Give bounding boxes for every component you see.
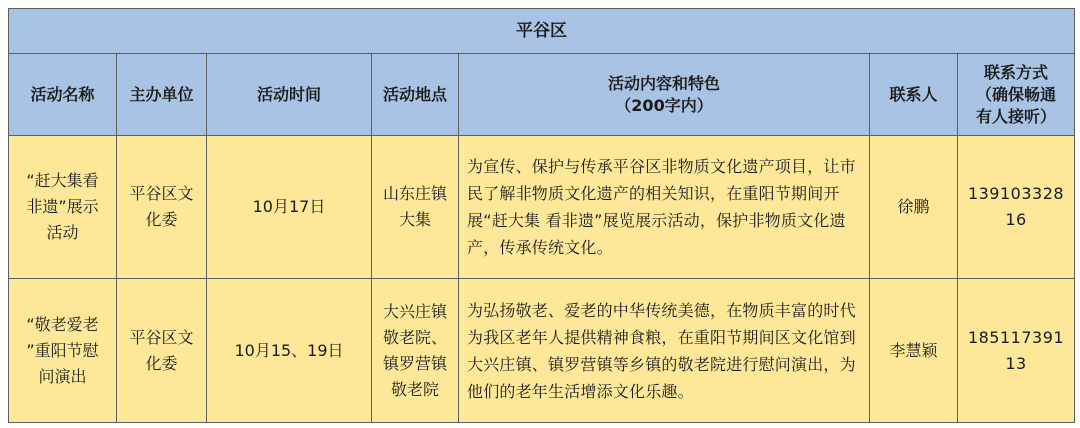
header-activity-time: 活动时间 [207, 54, 372, 136]
header-organizer: 主办单位 [117, 54, 207, 136]
cell-activity-time: 10月17日 [207, 136, 372, 279]
cell-contact-phone: 185117391 13 [958, 279, 1075, 423]
cell-activity-time: 10月15、19日 [207, 279, 372, 423]
header-activity-name: 活动名称 [9, 54, 117, 136]
cell-contact-phone: 139103328 16 [958, 136, 1075, 279]
header-contact-phone: 联系方式 （确保畅通 有人接听） [958, 54, 1075, 136]
cell-organizer: 平谷区文 化委 [117, 279, 207, 423]
table-header-row [9, 54, 1075, 136]
activity-table [8, 8, 1075, 423]
header-contact-person: 联系人 [870, 54, 958, 136]
header-activity-content: 活动内容和特色 （200字内） [459, 54, 870, 136]
cell-activity-place: 山东庄镇 大集 [372, 136, 459, 279]
cell-activity-name: “敬老爱老 ”重阳节慰 问演出 [9, 279, 117, 423]
cell-organizer: 平谷区文 化委 [117, 136, 207, 279]
cell-contact-person: 李慧颖 [870, 279, 958, 423]
cell-activity-place: 大兴庄镇 敬老院、 镇罗营镇 敬老院 [372, 279, 459, 423]
table-row [9, 136, 1075, 279]
cell-contact-person: 徐鹏 [870, 136, 958, 279]
activity-table-container [8, 8, 1074, 420]
cell-activity-content: 为弘扬敬老、爱老的中华传统美德，在物质丰富的时代为我区老年人提供精神食粮，在重阳节期间区文化馆到大兴庄镇、镇罗营镇等乡镇的敬老院进行慰问演出，为他们的老年生活增添文化乐趣。 [459, 279, 870, 423]
table-title-row [9, 9, 1075, 54]
table-title: 平谷区 [9, 9, 1075, 54]
table-row [9, 279, 1075, 423]
cell-activity-name: “赶大集看 非遗”展示 活动 [9, 136, 117, 279]
header-activity-place: 活动地点 [372, 54, 459, 136]
cell-activity-content: 为宣传、保护与传承平谷区非物质文化遗产项目，让市民了解非物质文化遗产的相关知识，在重阳节期间开展“赶大集 看非遗”展览展示活动，保护非物质文化遗产，传承传统文化。 [459, 136, 870, 279]
